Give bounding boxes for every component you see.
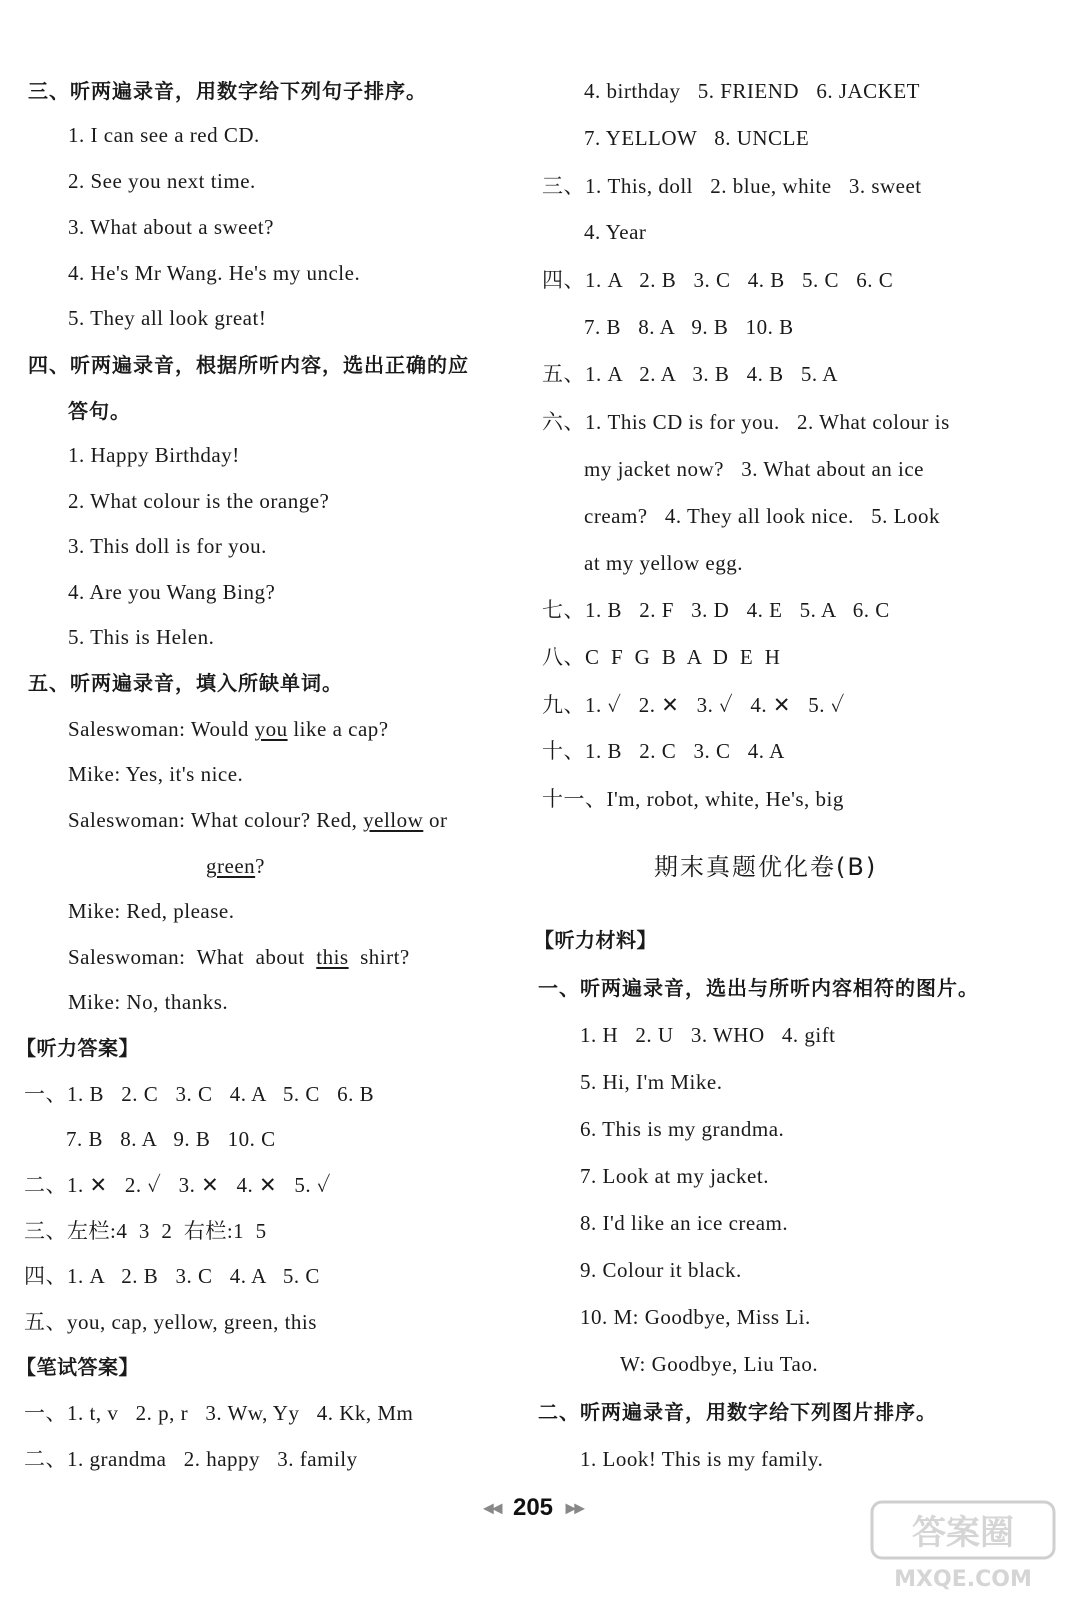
answer-line: 二、1. ✕ 2. ✓ 3. ✕ 4. ✕ 5. ✓ — [24, 1173, 331, 1197]
answer-line: 六、1. This CD is for you. 2. What colour is — [542, 410, 950, 434]
answer-line: 4. birthday 5. FRIEND 6. JACKET — [584, 79, 920, 103]
answer-line: 十、1. B 2. C 3. C 4. A — [542, 739, 785, 763]
answer-line: Mike: No, thanks. — [68, 990, 229, 1014]
answer-line: at my yellow egg. — [584, 551, 743, 575]
answer-line: 10. M: Goodbye, Miss Li. — [580, 1305, 811, 1329]
answer-line: 四、1. A 2. B 3. C 4. B 5. C 6. C — [542, 268, 894, 292]
answer-line: 5. This is Helen. — [68, 625, 215, 649]
section-heading: 【听力材料】 — [534, 928, 657, 952]
filled-blank: this — [316, 945, 349, 969]
answer-line — [206, 851, 265, 881]
answer-line: 3. This doll is for you. — [68, 534, 267, 558]
watermark-logo — [868, 1498, 1058, 1594]
answer-line: 五、1. A 2. A 3. B 4. B 5. A — [542, 362, 838, 386]
answer-line: 二、1. grandma 2. happy 3. family — [24, 1447, 358, 1471]
answer-line: 一、1. t, v 2. p, r 3. Ww, Yy 4. Kk, Mm — [24, 1401, 414, 1425]
filled-blank: green — [206, 854, 256, 878]
answer-line: 2. See you next time. — [68, 169, 256, 193]
answer-line: 9. Colour it black. — [580, 1258, 742, 1282]
answer-line: 1. I can see a red CD. — [68, 123, 260, 147]
answer-line: 8. I'd like an ice cream. — [580, 1211, 789, 1235]
page-number: 205 — [512, 1494, 554, 1521]
line-text: shirt? — [348, 945, 410, 969]
answer-line: 三、1. This, doll 2. blue, white 3. sweet — [542, 174, 922, 198]
answer-line: 6. This is my grandma. — [580, 1117, 785, 1141]
section-heading: 一、听两遍录音，选出与所听内容相符的图片。 — [538, 976, 979, 1000]
line-text: Saleswoman: What colour? Red, — [68, 808, 364, 832]
watermark-url: MXQE.COM — [894, 1567, 1032, 1592]
answer-line: W: Goodbye, Liu Tao. — [620, 1352, 819, 1376]
watermark-text: 答案圈 — [912, 1513, 1014, 1553]
answer-line: 1. H 2. U 3. WHO 4. gift — [580, 1023, 836, 1047]
answer-line: 7. B 8. A 9. B 10. B — [584, 315, 794, 339]
answer-line: 5. They all look great! — [68, 306, 267, 330]
section-heading: 二、听两遍录音，用数字给下列图片排序。 — [538, 1400, 937, 1424]
answer-line: 四、1. A 2. B 3. C 4. A 5. C — [24, 1264, 320, 1288]
line-text: Saleswoman: Would — [68, 717, 255, 741]
answer-line: 4. He's Mr Wang. He's my uncle. — [68, 261, 361, 285]
answer-line: 4. Year — [584, 220, 647, 244]
section-heading: 答句。 — [68, 399, 131, 423]
prev-page-arrows: ◀◀ — [482, 1499, 501, 1516]
answer-line: 七、1. B 2. F 3. D 4. E 5. A 6. C — [542, 598, 890, 622]
answer-line: 7. Look at my jacket. — [580, 1164, 769, 1188]
answer-line: Mike: Yes, it's nice. — [68, 762, 244, 786]
answer-line — [68, 942, 410, 972]
answer-line: 3. What about a sweet? — [68, 215, 274, 239]
next-page-arrows: ▶▶ — [565, 1499, 584, 1516]
filled-blank: yellow — [363, 808, 424, 832]
answer-line: cream? 4. They all look nice. 5. Look — [584, 504, 941, 528]
line-text: like a cap? — [287, 717, 389, 741]
section-heading: 【笔试答案】 — [16, 1355, 139, 1379]
answer-line — [68, 805, 448, 835]
answer-line: Mike: Red, please. — [68, 899, 235, 923]
answer-line: 1. Happy Birthday! — [68, 443, 240, 467]
filled-blank: you — [254, 717, 288, 741]
answer-line — [68, 714, 389, 744]
line-text: or — [423, 808, 448, 832]
line-text: Saleswoman: What about — [68, 945, 317, 969]
answer-line: 5. Hi, I'm Mike. — [580, 1070, 723, 1094]
answer-line: 7. B 8. A 9. B 10. C — [66, 1127, 276, 1151]
answer-line: 7. YELLOW 8. UNCLE — [584, 126, 810, 150]
section-heading: 期末真题优化卷(B) — [654, 853, 878, 881]
answer-line: 五、you, cap, yellow, green, this — [24, 1310, 317, 1334]
answer-line: 八、C F G B A D E H — [542, 645, 781, 669]
section-heading: 四、听两遍录音，根据所听内容，选出正确的应 — [28, 353, 469, 377]
answer-line: 4. Are you Wang Bing? — [68, 580, 276, 604]
answer-line: 一、1. B 2. C 3. C 4. A 5. C 6. B — [24, 1082, 375, 1106]
line-text: ? — [255, 854, 265, 878]
answer-line: 2. What colour is the orange? — [68, 489, 330, 513]
answer-line: 三、左栏:4 3 2 右栏:1 5 — [24, 1219, 267, 1243]
answer-line: 十一、I'm, robot, white, He's, big — [542, 787, 844, 811]
answer-line: 九、1. ✓ 2. ✕ 3. ✓ 4. ✕ 5. ✓ — [542, 693, 845, 717]
section-heading: 五、听两遍录音，填入所缺单词。 — [28, 671, 343, 695]
section-heading: 【听力答案】 — [16, 1036, 139, 1060]
section-heading: 三、听两遍录音，用数字给下列句子排序。 — [28, 79, 427, 103]
answer-line: 1. Look! This is my family. — [580, 1447, 824, 1471]
answer-line: my jacket now? 3. What about an ice — [584, 457, 925, 481]
